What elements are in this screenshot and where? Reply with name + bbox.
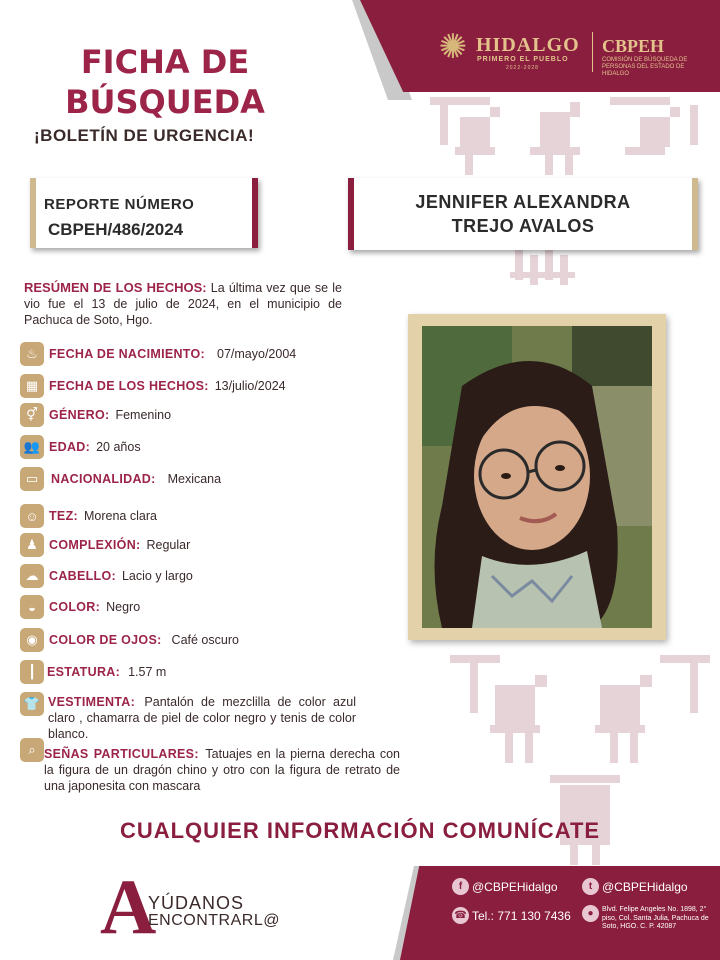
shirt-icon: 👕 bbox=[20, 692, 44, 716]
gender-icon: ⚥ bbox=[20, 403, 44, 427]
name-line-2: TREJO AVALOS bbox=[451, 216, 595, 236]
field-label: ESTATURA: bbox=[47, 665, 121, 679]
campaign-logo-letter: A bbox=[100, 863, 157, 950]
phone-icon: ☎ bbox=[452, 907, 469, 924]
phone-contact[interactable] bbox=[452, 907, 571, 924]
field-value: Tatuajes en la pierna derecha con la figura de un dragón chino y otro con la figura de retrato de una japonesita con mascara bbox=[44, 747, 400, 793]
facebook-contact[interactable] bbox=[452, 878, 558, 895]
field-nationality bbox=[20, 467, 221, 491]
face-icon: ☺ bbox=[20, 504, 44, 528]
field-eye-color bbox=[20, 628, 239, 652]
field-label: CABELLO: bbox=[49, 569, 116, 583]
phone-number: Tel.: 771 130 7436 bbox=[472, 908, 571, 923]
report-label: REPORTE NÚMERO bbox=[44, 196, 195, 213]
field-height bbox=[20, 660, 166, 684]
cake-icon: ♨ bbox=[20, 342, 44, 366]
summary-heading: RESÚMEN DE LOS HECHOS: bbox=[24, 280, 207, 295]
missing-person-photo bbox=[422, 326, 652, 628]
field-skin bbox=[20, 504, 157, 528]
field-value: 07/mayo/2004 bbox=[217, 347, 297, 361]
twitter-icon: t bbox=[582, 878, 599, 895]
brand-slogan: PRIMERO EL PUEBLO bbox=[477, 56, 569, 63]
field-label: COMPLEXIÓN: bbox=[49, 538, 141, 552]
field-value: 1.57 m bbox=[128, 665, 167, 679]
field-label: VESTIMENTA: bbox=[48, 695, 136, 709]
report-number: CBPEH/486/2024 bbox=[48, 220, 184, 239]
report-number-card bbox=[30, 178, 258, 248]
field-value: Lacio y largo bbox=[121, 569, 193, 583]
field-distinguishing-marks bbox=[44, 746, 400, 794]
field-event-date bbox=[20, 374, 286, 398]
field-value: 13/julio/2024 bbox=[214, 379, 286, 393]
field-gender bbox=[20, 403, 171, 427]
bird-pattern-mid bbox=[505, 250, 585, 290]
location-contact bbox=[582, 905, 602, 922]
field-label: TEZ: bbox=[49, 509, 78, 523]
facebook-icon: f bbox=[452, 878, 469, 895]
name-line-1: JENNIFER ALEXANDRA bbox=[415, 192, 631, 212]
field-birth-date bbox=[20, 342, 296, 366]
field-age bbox=[20, 435, 141, 459]
people-icon: 👥 bbox=[20, 435, 44, 459]
call-to-action: CUALQUIER INFORMACIÓN COMUNÍCATE bbox=[119, 818, 601, 843]
campaign-logo-line-1: YÚDANOS bbox=[148, 893, 245, 913]
field-clothing bbox=[48, 694, 356, 742]
title-line-2: BÚSQUEDA bbox=[65, 83, 265, 121]
title-line-1: FICHA DE bbox=[80, 43, 250, 81]
field-label: SEÑAS PARTICULARES: bbox=[44, 747, 199, 761]
eye-icon: ◉ bbox=[20, 628, 44, 652]
field-value: Negro bbox=[106, 600, 141, 614]
brand-years: 2022-2028 bbox=[506, 65, 539, 71]
ruler-icon: ┃ bbox=[20, 660, 44, 684]
brand-name: HIDALGO bbox=[476, 34, 580, 56]
field-value: Regular bbox=[146, 538, 191, 552]
field-value: Mexicana bbox=[167, 472, 222, 486]
twitter-contact[interactable] bbox=[582, 878, 688, 895]
field-label: GÉNERO: bbox=[49, 408, 110, 422]
field-hair-color bbox=[20, 595, 140, 619]
photo-frame bbox=[408, 314, 666, 640]
body-icon: ♟ bbox=[20, 533, 44, 557]
field-label: EDAD: bbox=[49, 440, 91, 454]
summary-of-facts bbox=[24, 280, 342, 328]
location-pin-icon: ● bbox=[582, 905, 599, 922]
id-card-icon: ▭ bbox=[20, 467, 44, 491]
twitter-handle: @CBPEHidalgo bbox=[602, 879, 688, 894]
org-description: COMISIÓN DE BÚSQUEDA DE PERSONAS DEL ESTADO DE HIDALGO bbox=[602, 57, 688, 77]
logo-divider bbox=[592, 32, 593, 72]
org-name: CBPEH bbox=[602, 36, 665, 56]
office-address: Blvd. Felipe Angeles No. 1898, 2° piso, Col. Santa Julia, Pachuca de Soto, HGO. C. P. 42087 bbox=[602, 906, 709, 930]
field-hair bbox=[20, 564, 193, 588]
field-build bbox=[20, 533, 190, 557]
field-label: COLOR: bbox=[49, 600, 101, 614]
field-value: Morena clara bbox=[83, 509, 157, 523]
missing-person-name-card bbox=[348, 178, 698, 250]
page-title bbox=[60, 42, 270, 122]
field-value: Café oscuro bbox=[171, 633, 239, 647]
field-label: NACIONALIDAD: bbox=[51, 472, 156, 486]
field-value: Pantalón de mezclilla de color azul claro , chamarra de piel de color negro y tenis de color blanco. bbox=[48, 695, 356, 741]
magnifier-icon: ⌕ bbox=[20, 738, 44, 762]
star-logo-icon: ✺ bbox=[438, 28, 468, 66]
field-value: 20 años bbox=[96, 440, 141, 454]
hair-color-icon: ◒ bbox=[20, 595, 44, 619]
field-value: Femenino bbox=[115, 408, 172, 422]
field-label: FECHA DE NACIMIENTO: bbox=[49, 347, 205, 361]
field-label: FECHA DE LOS HECHOS: bbox=[49, 379, 209, 393]
hair-icon: ☁ bbox=[20, 564, 44, 588]
summary-text: La última vez que se le vio fue el 13 de julio de 2024, en el municipio de Pachuca de Soto, Hgo. bbox=[24, 281, 342, 327]
calendar-icon: ▦ bbox=[20, 374, 44, 398]
bird-pattern-top bbox=[420, 92, 720, 182]
field-label: COLOR DE OJOS: bbox=[49, 633, 162, 647]
urgency-subtitle: ¡BOLETÍN DE URGENCIA! bbox=[34, 126, 255, 145]
campaign-logo-line-2: ENCONTRARL@ bbox=[148, 912, 280, 929]
facebook-handle: @CBPEHidalgo bbox=[472, 879, 558, 894]
